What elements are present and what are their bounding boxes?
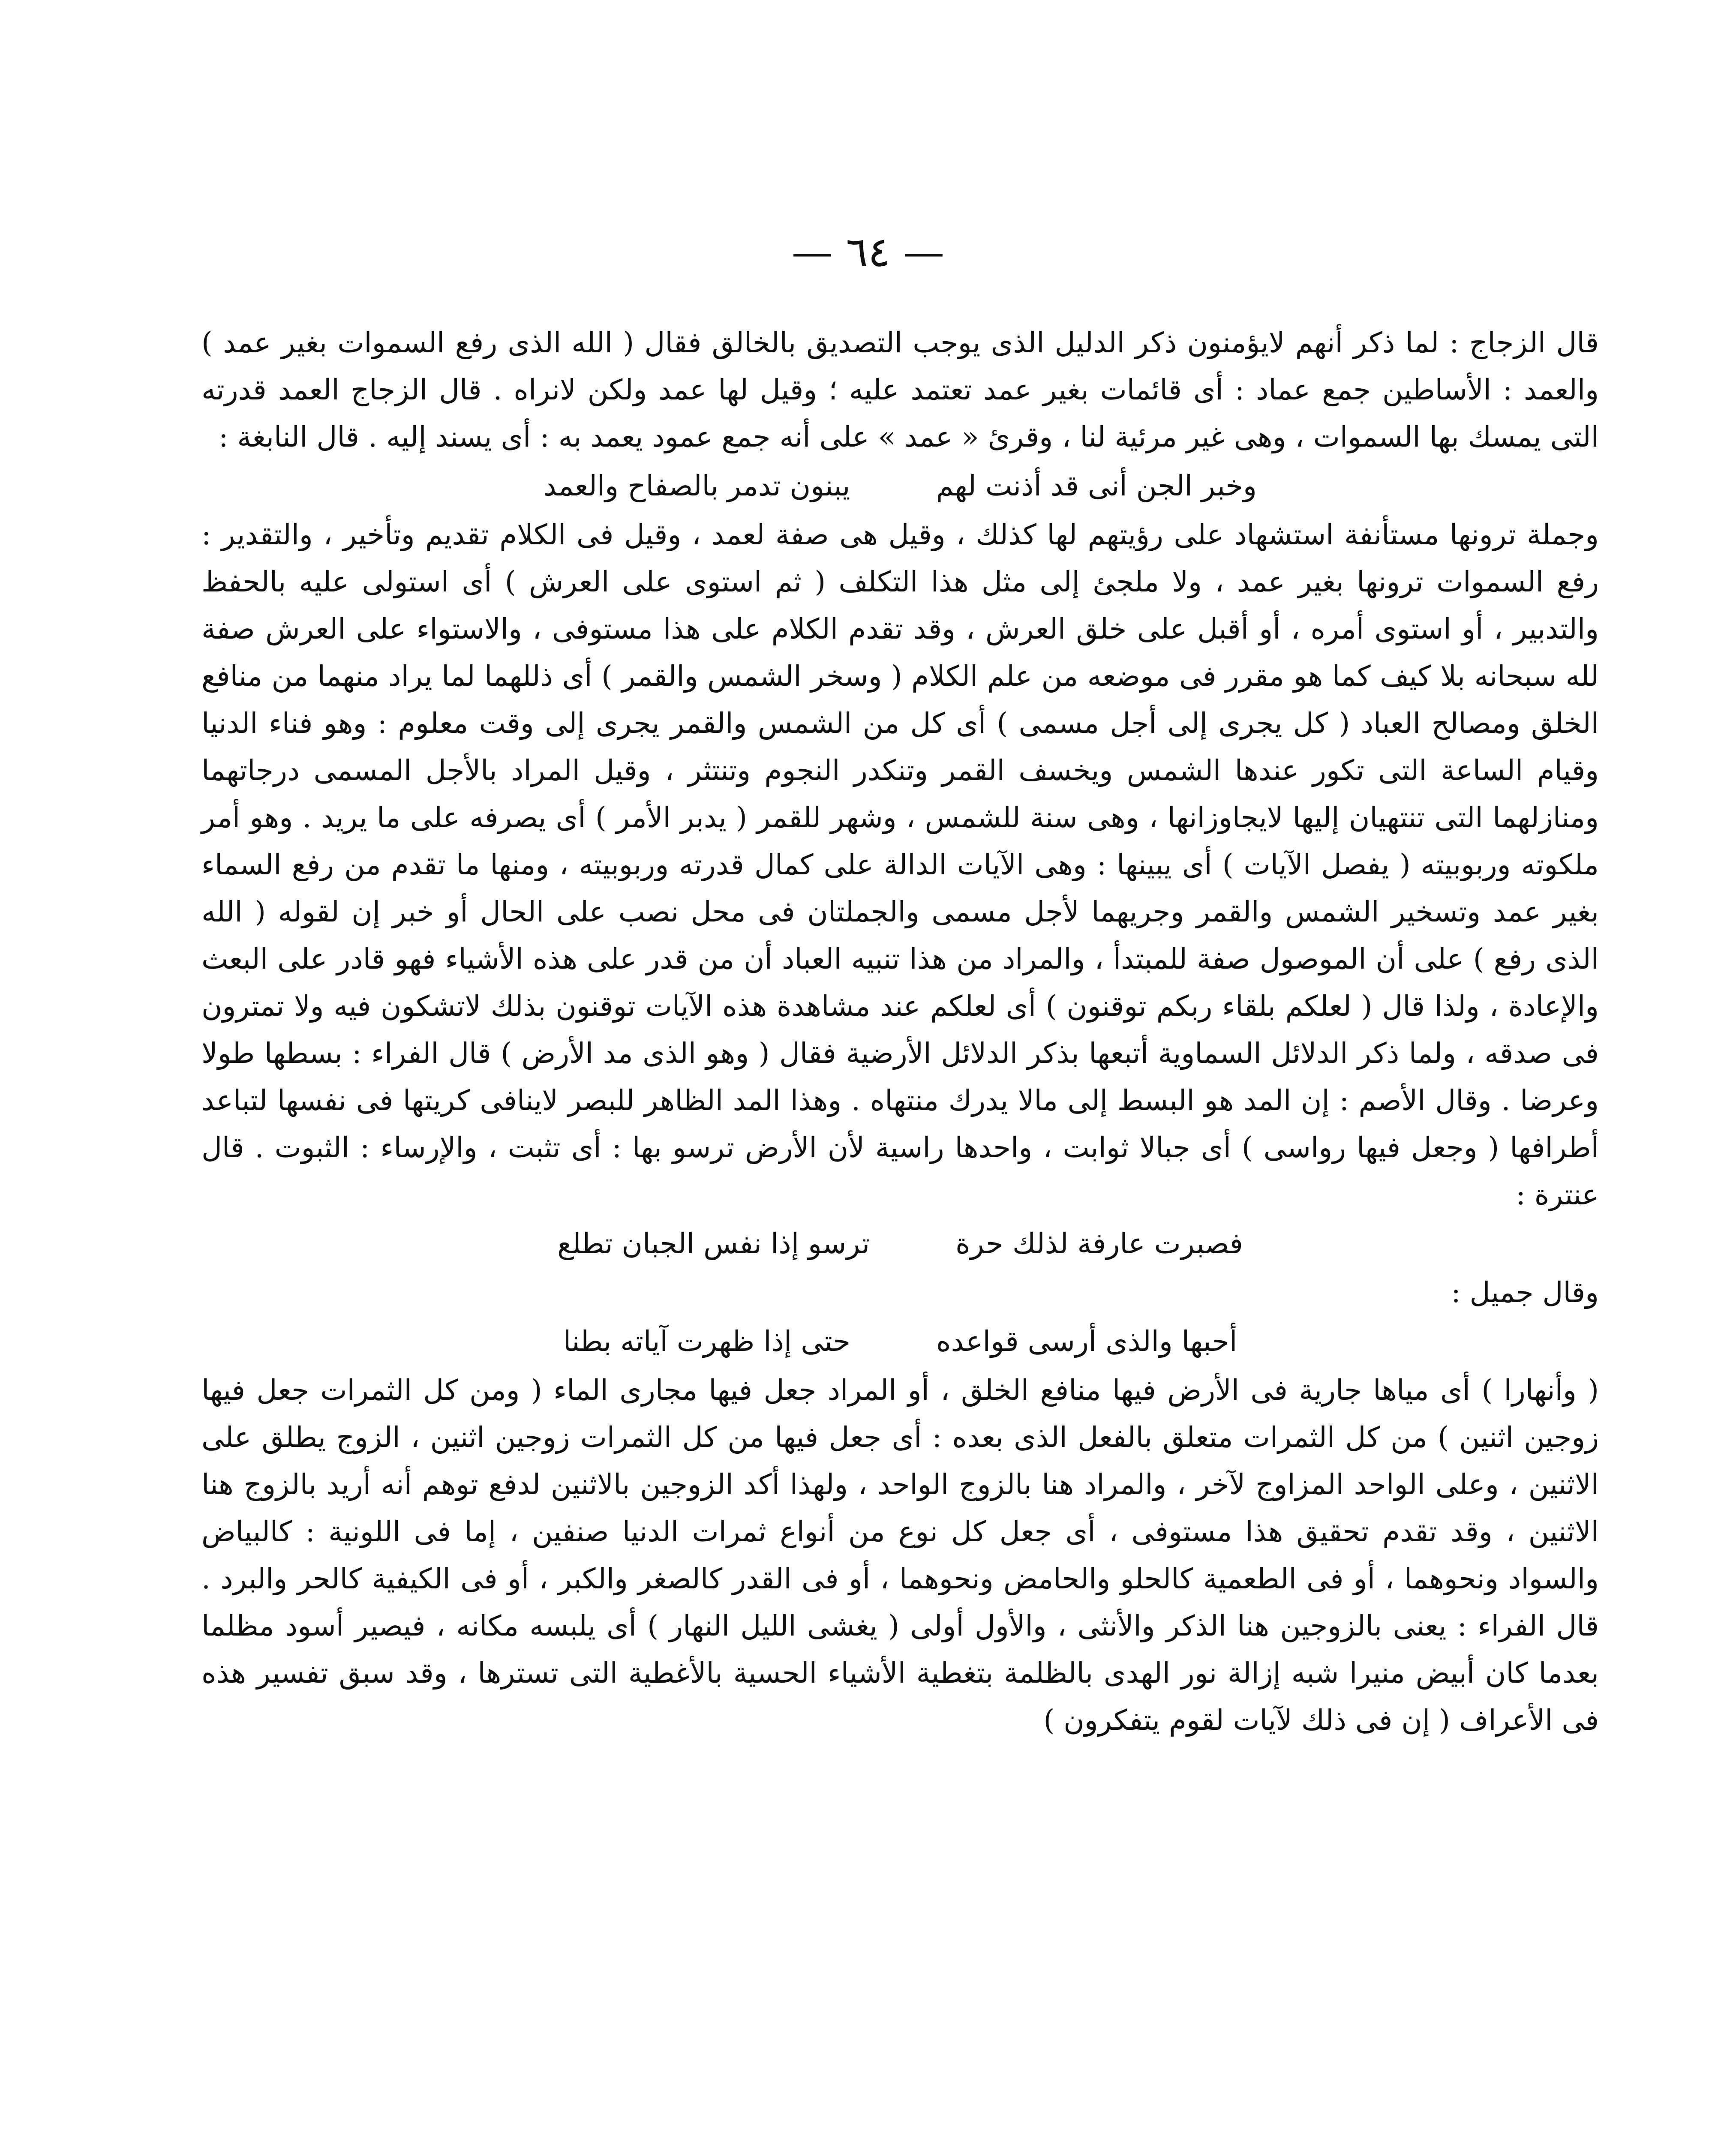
verse-jamil <box>201 1316 1599 1367</box>
verse-antara <box>201 1219 1599 1269</box>
verse-hemistich-second: ترسو إذا نفس الجبان تطلع <box>557 1227 870 1260</box>
page-body <box>201 319 1599 1744</box>
verse-hemistich-first: وخبر الجن أنى قد أذنت لهم <box>936 469 1257 502</box>
paragraph-anhar: ( وأنهارا ) أى مياها جارية فى الأرض فيها منافع الخلق ، أو المراد جعل فيها مجارى الماء ( ومن كل الثمرات جعل فيها زوجين اثنين ) من كل الثمرات متعلق بالفعل الذى بعده : أى جعل فيها من كل الثمرات زوجين اثنين ، الزوج يطلق على الاثنين ، وعلى الواحد المزاوج لآخر ، والمراد هنا بالزوج الواحد ، ولهذا أكد الزوجين بالاثنين لدفع توهم أنه أريد بالزوج هنا الاثنين ، وقد تقدم تحقيق هذا مستوفى ، أى جعل كل نوع من أنواع ثمرات الدنيا صنفين ، إما فى اللونية : كالبياض والسواد ونحوهما ، أو فى الطعمية كالحلو والحامض ونحوهما ، أو فى القدر كالصغر والكبر ، أو فى الكيفية كالحر والبرد . قال الفراء : يعنى بالزوجين هنا الذكر والأنثى ، والأول أولى ( يغشى الليل النهار ) أى يلبسه مكانه ، فيصير أسود مظلما بعدما كان أبيض منيرا شبه إزالة نور الهدى بالظلمة بتغطية الأشياء الحسية بالأغطية التى تسترها ، وقد سبق تفسير هذه فى الأعراف ( إن فى ذلك لآيات لقوم يتفكرون ) <box>201 1374 1599 1737</box>
verse-hemistich-second: حتى إذا ظهرت آياته بطنا <box>563 1325 851 1358</box>
verse-intro-jamil: وقال جميل : <box>1451 1276 1599 1309</box>
verse-hemistich-second: يبنون تدمر بالصفاح والعمد <box>544 469 850 502</box>
verse-nabigha <box>201 461 1599 511</box>
verse-hemistich-first: فصبرت عارفة لذلك حرة <box>955 1227 1243 1260</box>
verse-hemistich-first: أحبها والذى أرسى قواعده <box>936 1325 1237 1358</box>
paragraph-zajjaj: قال الزجاج : لما ذكر أنهم لايؤمنون ذكر الدليل الذى يوجب التصديق بالخالق فقال ( الله الذى رفع السموات بغير عمد ) والعمد : الأساطين جمع عماد : أى قائمات بغير عمد تعتمد عليه ؛ وقيل لها عمد ولكن لانراه . قال الزجاج العمد قدرته التى يمسك بها السموات ، وهى غير مرئية لنا ، وقرئ « عمد » على أنه جمع عمود يعمد به : أى يسند إليه . قال النابغة : <box>201 326 1599 453</box>
page-number: — ٦٤ — <box>791 228 945 276</box>
paragraph-tafsir: وجملة ترونها مستأنفة استشهاد على رؤيتهم لها كذلك ، وقيل هى صفة لعمد ، وقيل فى الكلام تقديم وتأخير ، والتقدير : رفع السموات ترونها بغير عمد ، ولا ملجئ إلى مثل هذا التكلف ( ثم استوى على العرش ) أى استولى عليه بالحفظ والتدبير ، أو استوى أمره ، أو أقبل على خلق العرش ، وقد تقدم الكلام على هذا مستوفى ، والاستواء على العرش صفة لله سبحانه بلا كيف كما هو مقرر فى موضعه من علم الكلام ( وسخر الشمس والقمر ) أى ذللهما لما يراد منهما من منافع الخلق ومصالح العباد ( كل يجرى إلى أجل مسمى ) أى كل من الشمس والقمر يجرى إلى وقت معلوم : وهو فناء الدنيا وقيام الساعة التى تكور عندها الشمس ويخسف القمر وتنكدر النجوم وتنتثر ، وقيل المراد بالأجل المسمى درجاتهما ومنازلهما التى تنتهيان إليها لايجاوزانها ، وهى سنة للشمس ، وشهر للقمر ( يدبر الأمر ) أى يصرفه على ما يريد . وهو أمر ملكوته وربوبيته ( يفصل الآيات ) أى يبينها : وهى الآيات الدالة على كمال قدرته وربوبيته ، ومنها ما تقدم من رفع السماء بغير عمد وتسخير الشمس والقمر وجريهما لأجل مسمى والجملتان فى محل نصب على الحال أو خبر إن لقوله ( الله الذى رفع ) على أن الموصول صفة للمبتدأ ، والمراد من هذا تنبيه العباد أن من قدر على هذه الأشياء فهو قادر على البعث والإعادة ، ولذا قال ( لعلكم بلقاء ربكم توقنون ) أى لعلكم عند مشاهدة هذه الآيات توقنون بذلك لاتشكون فيه ولا تمترون فى صدقه ، ولما ذكر الدلائل السماوية أتبعها بذكر الدلائل الأرضية فقال ( وهو الذى مد الأرض ) قال الفراء : بسطها طولا وعرضا . وقال الأصم : إن المد هو البسط إلى مالا يدرك منتهاه . وهذا المد الظاهر للبصر لاينافى كريتها فى نفسها لتباعد أطرافها ( وجعل فيها رواسى ) أى جبالا ثوابت ، واحدها راسية لأن الأرض ترسو بها : أى تثبت ، والإرساء : الثبوت . قال عنترة : <box>201 518 1599 1211</box>
